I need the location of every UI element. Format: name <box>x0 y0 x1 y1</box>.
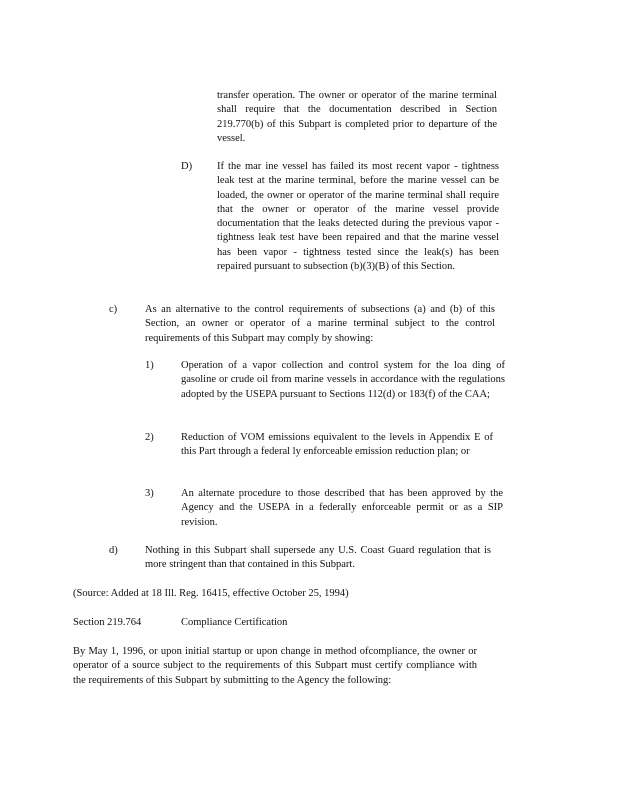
item-c-marker: c) <box>109 304 118 315</box>
source-note: (Source: Added at 18 Ill. Reg. 16415, effective October 25, 1994) <box>73 588 349 599</box>
item-c-text: As an alternative to the control requirements of subsections (a) and (b) of this Section, an owner or operator of a marine terminal subject to the control requirements of this Subpart may comply by showing: <box>145 304 495 344</box>
closing-paragraph: By May 1, 1996, or upon initial startup or upon change in method ofcompliance, the owner or operator of a source subject to the requirements of this Subpart must certify compliance with the requirements of this Subpart by submitting to the Agency the following: <box>73 646 477 686</box>
sub-item-2-text: Reduction of VOM emissions equivalent to the levels in Appendix E of this Part through a federal ly enforceable emission reduction plan; or <box>181 432 493 458</box>
section-number: Section 219.764 <box>73 617 142 628</box>
sub-item-1-text: Operation of a vapor collection and control system for the loa ding of gasoline or crude oil from marine vessels in accordance with the regulations adopted by the USEPA pursuant to Sections 112(d) or 183(f) of the CAA; <box>181 360 505 400</box>
item-D-text: If the mar ine vessel has failed its most recent vapor - tightness leak test at the marine terminal, before the marine vessel can be loaded, the owner or operator of the marine terminal shall require that the owner or operator of the marine vessel provide documentation that the leaks detected during the previous vapor -tightness leak test have been repaired and that the marine vessel has been vapor - tightness tested since the leak(s) has been repaired pursuant to subsection (b)(3)(B) of this Section. <box>217 161 499 273</box>
continued-paragraph: transfer operation. The owner or operator of the marine terminal shall require that the documentation described in Section 219.770(b) of this Subpart is completed prior to departure of the vessel. <box>217 90 497 144</box>
sub-item-3-marker: 3) <box>145 488 154 499</box>
item-d-marker: d) <box>109 545 118 556</box>
item-d-text: Nothing in this Subpart shall supersede any U.S. Coast Guard regulation that is more stringent than that contained in this Subpart. <box>145 545 491 571</box>
sub-item-1-marker: 1) <box>145 360 154 371</box>
sub-item-3-text: An alternate procedure to those described that has been approved by the Agency and the USEPA in a federally enforceable permit or as a SIP revision. <box>181 488 503 528</box>
section-title: Compliance Certification <box>181 617 288 628</box>
sub-item-2-marker: 2) <box>145 432 154 443</box>
item-D-marker: D) <box>181 161 193 172</box>
